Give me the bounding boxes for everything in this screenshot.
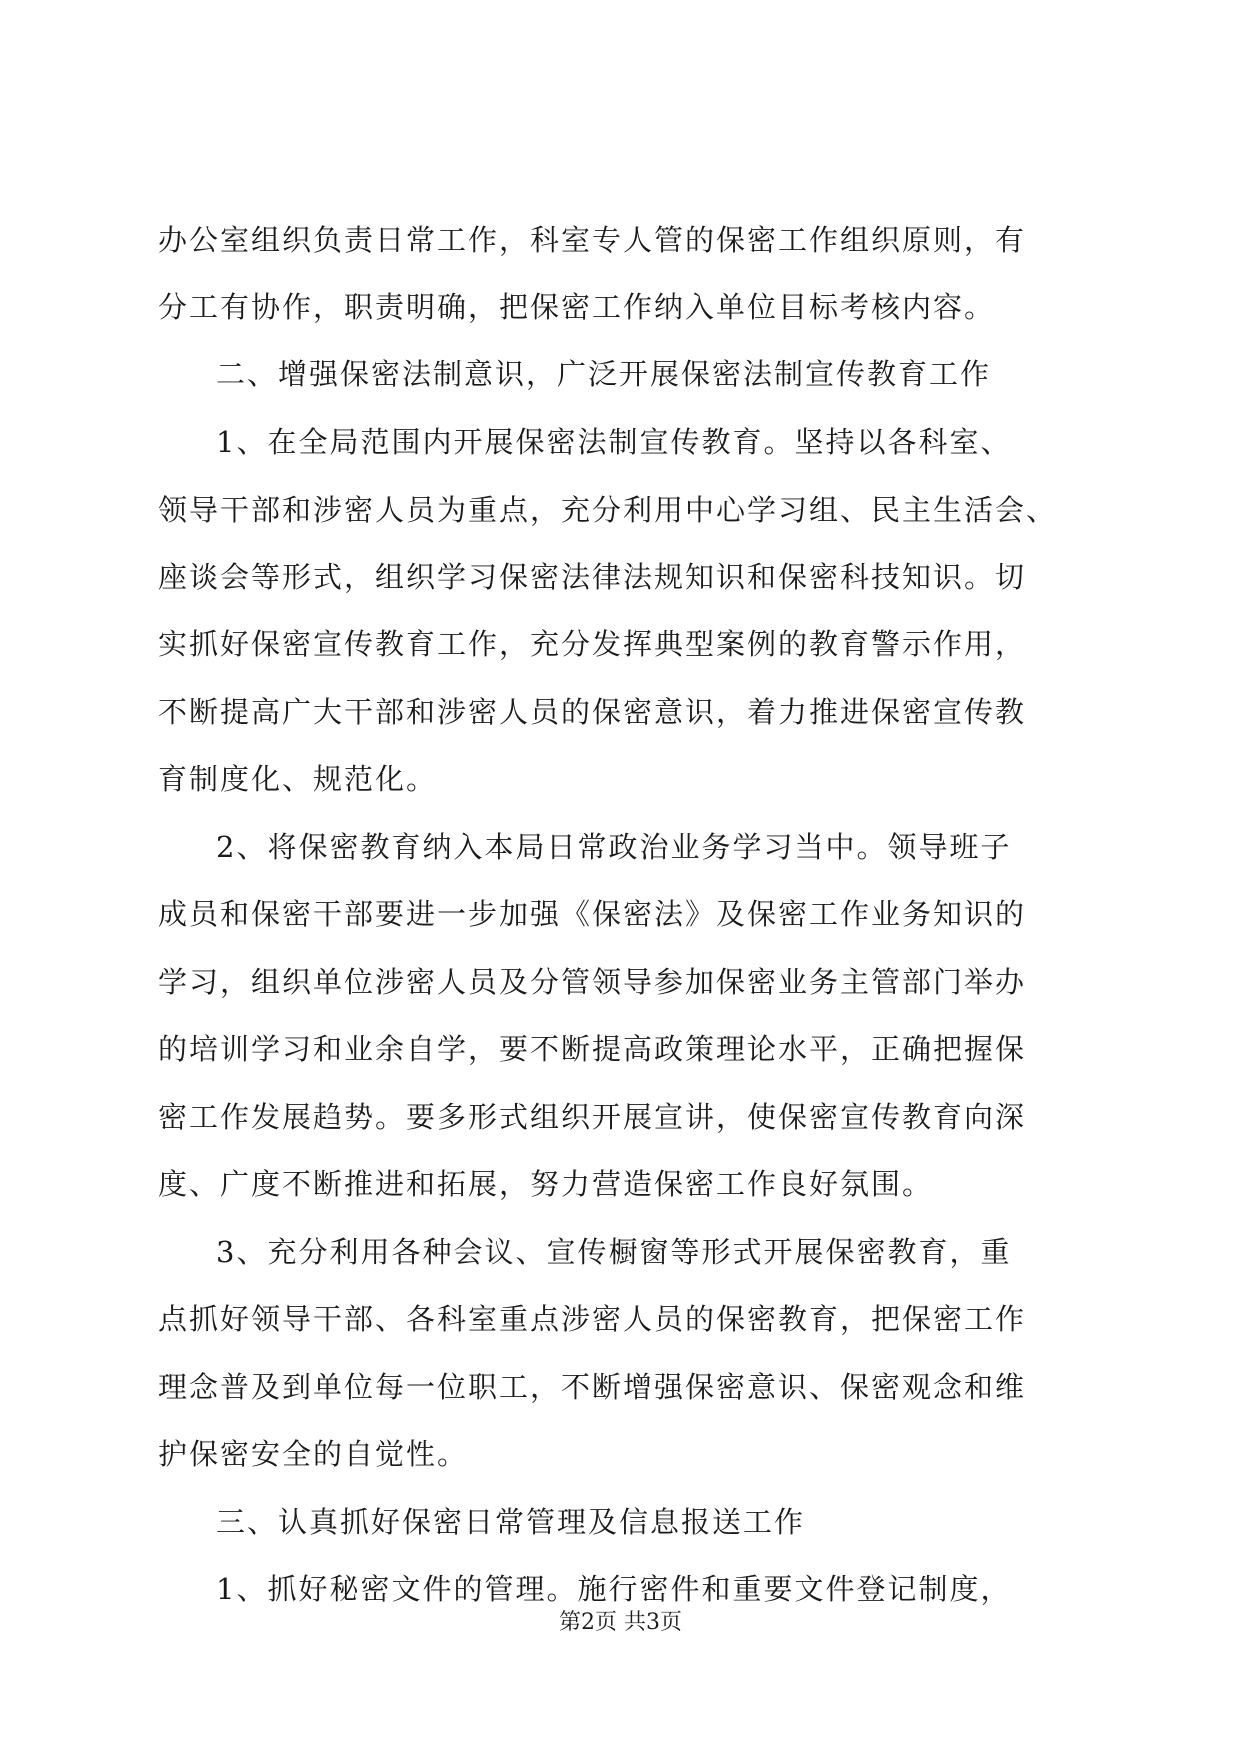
text-line: 理念普及到单位每一位职工，不断增强保密意识、保密观念和维	[158, 1370, 1027, 1404]
text-line: 成员和保密干部要进一步加强《保密法》及保密工作业务知识的	[158, 897, 1027, 931]
text-line: 1、在全局范围内开展保密法制宣传教育。坚持以各科室、	[216, 425, 1012, 459]
text-line: 的培训学习和业余自学，要不断提高政策理论水平，正确把握保	[158, 1032, 1027, 1066]
page-number-footer: 第2页 共3页	[559, 1610, 682, 1635]
section-heading: 二、增强保密法制意识，广泛开展保密法制宣传教育工作	[216, 357, 992, 391]
text-line: 学习，组织单位涉密人员及分管领导参加保密业务主管部门举办	[158, 965, 1027, 999]
text-line: 点抓好领导干部、各科室重点涉密人员的保密教育，把保密工作	[158, 1302, 1027, 1336]
text-line: 不断提高广大干部和涉密人员的保密意识，着力推进保密宣传教	[158, 695, 1027, 729]
text-line: 实抓好保密宣传教育工作，充分发挥典型案例的教育警示作用，	[158, 627, 1027, 661]
text-line: 座谈会等形式，组织学习保密法律法规知识和保密科技知识。切	[158, 560, 1027, 594]
text-line: 育制度化、规范化。	[158, 762, 438, 796]
text-line: 1、抓好秘密文件的管理。施行密件和重要文件登记制度，	[216, 1572, 1012, 1606]
text-line: 度、广度不断推进和拓展，努力营造保密工作良好氛围。	[158, 1167, 934, 1201]
text-line: 3、充分利用各种会议、宣传橱窗等形式开展保密教育，重	[216, 1235, 1012, 1269]
text-line: 办公室组织负责日常工作，科室专人管的保密工作组织原则，有	[158, 223, 1027, 257]
text-line: 2、将保密教育纳入本局日常政治业务学习当中。领导班子	[216, 830, 1012, 864]
text-line: 领导干部和涉密人员为重点，充分利用中心学习组、民主生活会、	[158, 493, 1058, 527]
text-line: 分工有协作，职责明确，把保密工作纳入单位目标考核内容。	[158, 290, 996, 324]
section-heading: 三、认真抓好保密日常管理及信息报送工作	[216, 1505, 806, 1539]
text-line: 密工作发展趋势。要多形式组织开展宣讲，使保密宣传教育向深	[158, 1100, 1027, 1134]
text-line: 护保密安全的自觉性。	[158, 1437, 469, 1471]
